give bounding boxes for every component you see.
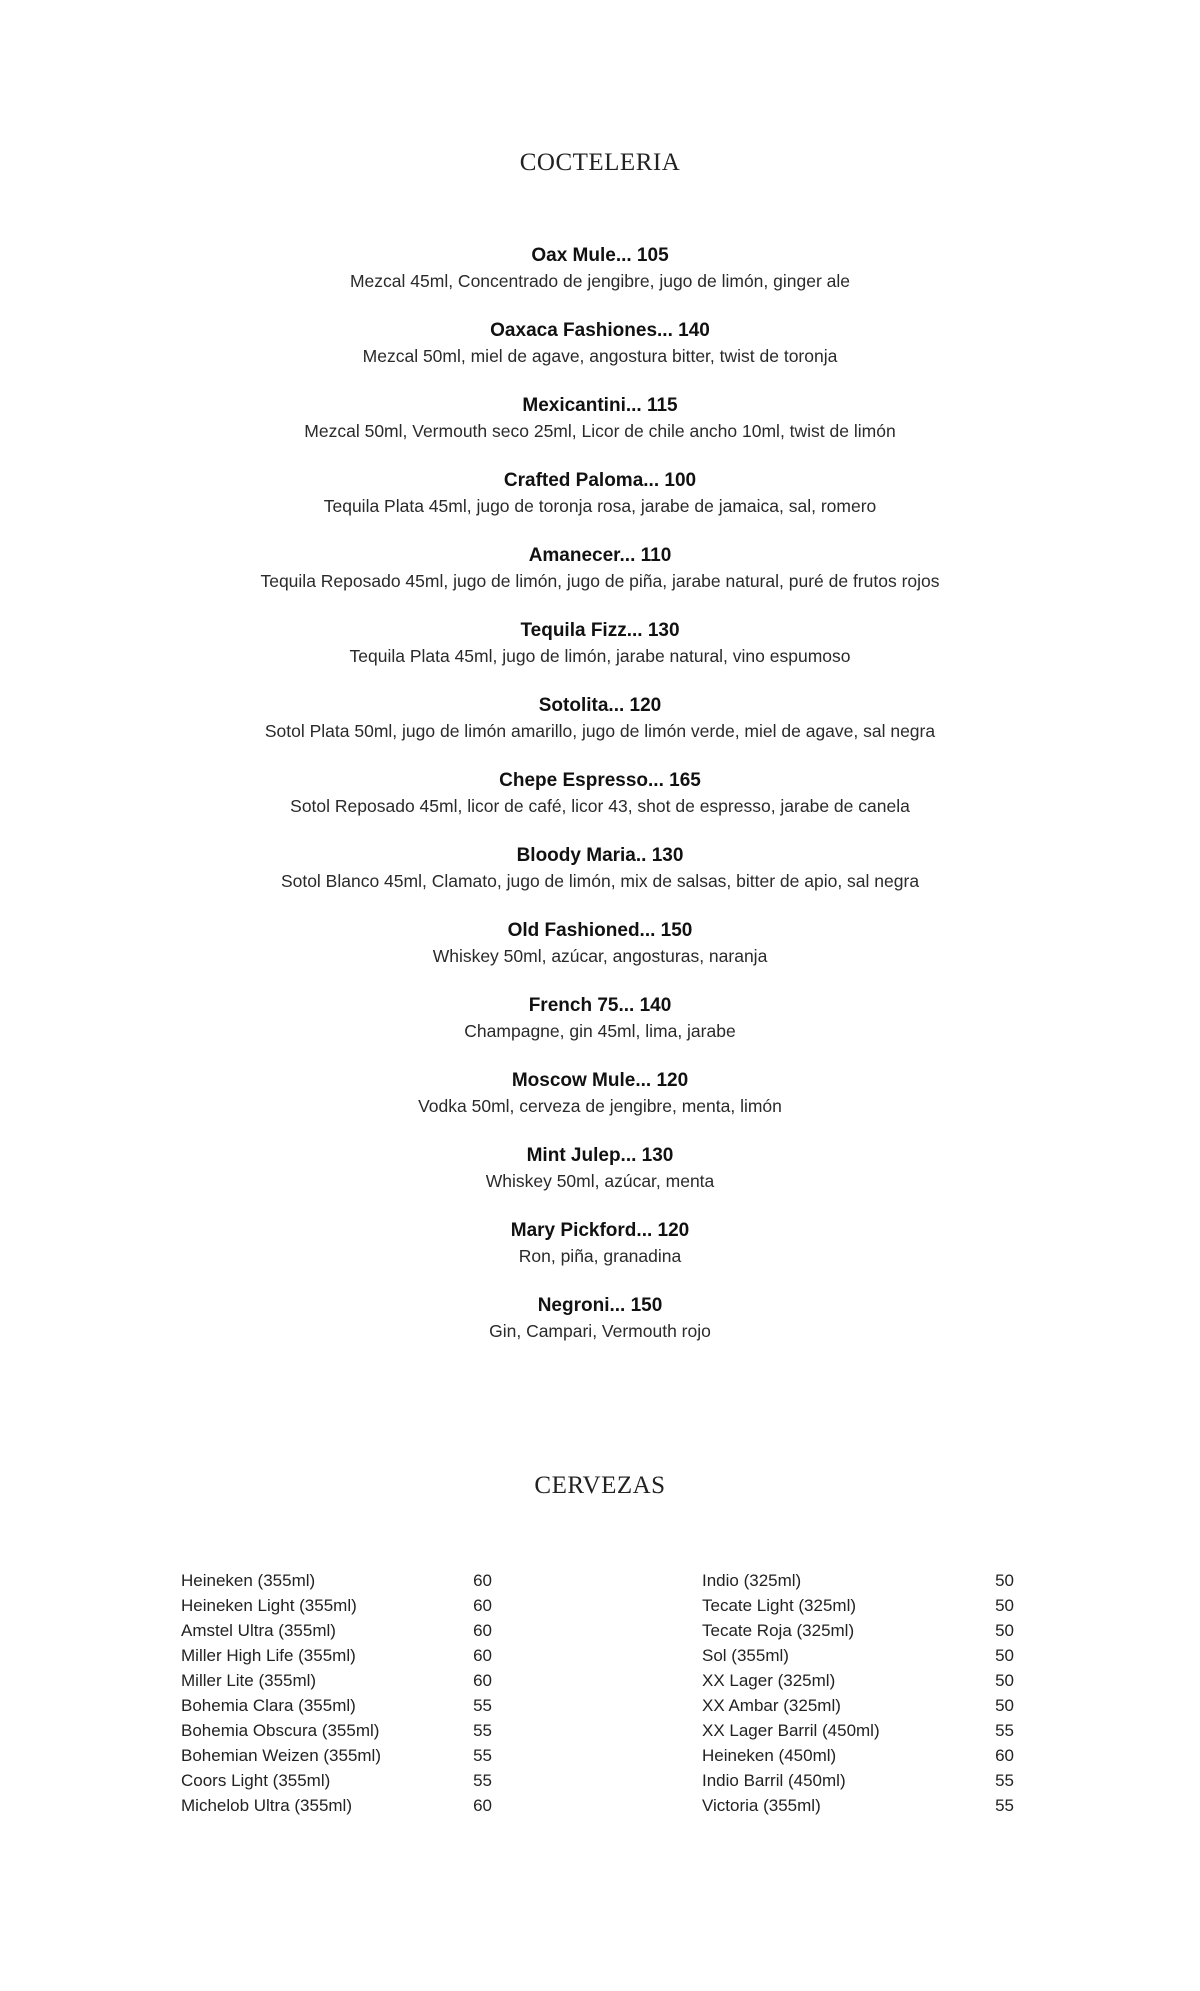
beer-price: 50	[995, 1646, 1014, 1665]
beer-price: 60	[473, 1621, 492, 1640]
beer-row	[702, 1593, 1014, 1618]
cocktail-name: Chepe Espresso... 165	[499, 770, 701, 791]
cocktail-item	[0, 618, 1200, 693]
cocktail-description: Vodka 50ml, cerveza de jengibre, menta, limón	[418, 1096, 782, 1116]
cocktail-name: Tequila Fizz... 130	[520, 620, 680, 641]
beer-name: Indio (325ml)	[702, 1571, 802, 1590]
beer-row	[181, 1743, 492, 1768]
cocktail-description: Whiskey 50ml, azúcar, menta	[485, 1171, 715, 1191]
cocktail-item	[0, 1143, 1200, 1218]
cocktail-name: Mexicantini... 115	[522, 395, 678, 416]
beer-name: Miller Lite (355ml)	[181, 1671, 317, 1690]
cocktail-name: Mary Pickford... 120	[510, 1220, 690, 1241]
beer-row	[702, 1643, 1014, 1668]
beer-row	[702, 1768, 1014, 1793]
beer-price: 50	[995, 1621, 1014, 1640]
cocktail-name: Amanecer... 110	[528, 545, 672, 566]
cocktail-description: Mezcal 50ml, miel de agave, angostura bitter, twist de toronja	[362, 346, 838, 366]
beer-price: 55	[995, 1771, 1014, 1790]
beer-row	[181, 1768, 492, 1793]
beer-price: 60	[473, 1571, 492, 1590]
cocktail-item	[0, 393, 1200, 468]
cocktail-description: Champagne, gin 45ml, lima, jarabe	[464, 1021, 736, 1041]
cocktail-item	[0, 318, 1200, 393]
cocktail-item	[0, 543, 1200, 618]
beer-name: Tecate Roja (325ml)	[702, 1621, 855, 1640]
beer-row	[702, 1568, 1014, 1593]
cocktail-name: Old Fashioned... 150	[507, 920, 693, 941]
cocktail-description: Gin, Campari, Vermouth rojo	[489, 1321, 711, 1341]
cocktail-description: Sotol Plata 50ml, jugo de limón amarillo, jugo de limón verde, miel de agave, sal negra	[264, 721, 936, 741]
beer-row	[181, 1568, 492, 1593]
beer-price: 60	[473, 1646, 492, 1665]
cocktail-item	[0, 693, 1200, 768]
beer-row	[702, 1793, 1014, 1818]
beer-name: Bohemia Obscura (355ml)	[181, 1721, 380, 1740]
beer-name: Sol (355ml)	[702, 1646, 789, 1665]
cocktail-name: Sotolita... 120	[538, 695, 662, 716]
cocktail-name: Crafted Paloma... 100	[503, 470, 697, 491]
beer-name: Victoria (355ml)	[702, 1796, 821, 1815]
cocktail-item	[0, 1218, 1200, 1293]
beer-price: 60	[473, 1596, 492, 1615]
beer-name: Heineken (355ml)	[181, 1571, 316, 1590]
beer-price: 55	[473, 1721, 492, 1740]
cocktail-name: Oax Mule... 105	[531, 245, 669, 266]
beer-name: XX Lager Barril (450ml)	[702, 1721, 880, 1740]
beer-name: Bohemian Weizen (355ml)	[181, 1746, 381, 1765]
beer-price: 50	[995, 1696, 1014, 1715]
beer-name: Coors Light (355ml)	[181, 1771, 331, 1790]
beer-price: 50	[995, 1671, 1014, 1690]
cocktail-description: Tequila Reposado 45ml, jugo de limón, jugo de piña, jarabe natural, puré de frutos rojos	[260, 571, 940, 591]
beer-row	[702, 1668, 1014, 1693]
beer-name: Indio Barril (450ml)	[702, 1771, 846, 1790]
beer-list-right	[702, 1568, 1014, 1818]
cervezas-title: CERVEZAS	[534, 1472, 666, 1499]
beer-list-left	[181, 1568, 492, 1818]
cocktail-description: Mezcal 50ml, Vermouth seco 25ml, Licor de chile ancho 10ml, twist de limón	[304, 421, 896, 441]
cocktail-description: Sotol Reposado 45ml, licor de café, licor 43, shot de espresso, jarabe de canela	[290, 796, 910, 816]
beer-row	[702, 1693, 1014, 1718]
cocktail-item	[0, 768, 1200, 843]
beer-price: 55	[995, 1796, 1014, 1815]
beer-name: Bohemia Clara (355ml)	[181, 1696, 356, 1715]
cocktail-item	[0, 993, 1200, 1068]
cocktail-name: Moscow Mule... 120	[511, 1070, 689, 1091]
beer-row	[181, 1593, 492, 1618]
beer-name: Miller High Life (355ml)	[181, 1646, 356, 1665]
beer-row	[702, 1718, 1014, 1743]
beer-row	[702, 1743, 1014, 1768]
cocktail-name: Negroni... 150	[537, 1295, 663, 1316]
cocktail-name: Mint Julep... 130	[526, 1145, 674, 1166]
cocktail-item	[0, 1068, 1200, 1143]
cocktail-name: French 75... 140	[528, 995, 672, 1016]
cocteleria-title: COCTELERIA	[519, 149, 681, 176]
cocktail-item	[0, 243, 1200, 318]
cocktail-list	[0, 243, 1200, 1368]
cocktail-item	[0, 468, 1200, 543]
beer-name: Heineken (450ml)	[702, 1746, 837, 1765]
beer-price: 55	[473, 1771, 492, 1790]
cocktail-name: Bloody Maria.. 130	[516, 845, 684, 866]
beer-price: 55	[995, 1721, 1014, 1740]
cocktail-name: Oaxaca Fashiones... 140	[490, 320, 710, 341]
beer-row	[181, 1693, 492, 1718]
cocktail-description: Ron, piña, granadina	[518, 1246, 682, 1266]
beer-price: 60	[473, 1671, 492, 1690]
beer-price: 50	[995, 1596, 1014, 1615]
beer-price: 50	[995, 1571, 1014, 1590]
cocktail-item	[0, 1293, 1200, 1368]
cocktail-description: Whiskey 50ml, azúcar, angosturas, naranja	[432, 946, 768, 966]
beer-price: 60	[473, 1796, 492, 1815]
beer-row	[181, 1668, 492, 1693]
beer-price: 55	[473, 1696, 492, 1715]
cocktail-item	[0, 843, 1200, 918]
beer-row	[181, 1618, 492, 1643]
beer-row	[181, 1643, 492, 1668]
beer-price: 60	[995, 1746, 1014, 1765]
beer-row	[702, 1618, 1014, 1643]
beer-name: XX Lager (325ml)	[702, 1671, 836, 1690]
beer-row	[181, 1718, 492, 1743]
cocktail-description: Mezcal 45ml, Concentrado de jengibre, jugo de limón, ginger ale	[349, 271, 850, 291]
beer-name: XX Ambar (325ml)	[702, 1696, 841, 1715]
beer-price: 55	[473, 1746, 492, 1765]
beer-name: Amstel Ultra (355ml)	[181, 1621, 336, 1640]
beer-row	[181, 1793, 492, 1818]
beer-name: Tecate Light (325ml)	[702, 1596, 857, 1615]
beer-name: Michelob Ultra (355ml)	[181, 1796, 352, 1815]
cocktail-description: Sotol Blanco 45ml, Clamato, jugo de limón, mix de salsas, bitter de apio, sal negra	[280, 871, 920, 891]
cocktail-description: Tequila Plata 45ml, jugo de toronja rosa, jarabe de jamaica, sal, romero	[323, 496, 877, 516]
cocktail-item	[0, 918, 1200, 993]
beer-name: Heineken Light (355ml)	[181, 1596, 357, 1615]
cocktail-description: Tequila Plata 45ml, jugo de limón, jarabe natural, vino espumoso	[349, 646, 851, 666]
